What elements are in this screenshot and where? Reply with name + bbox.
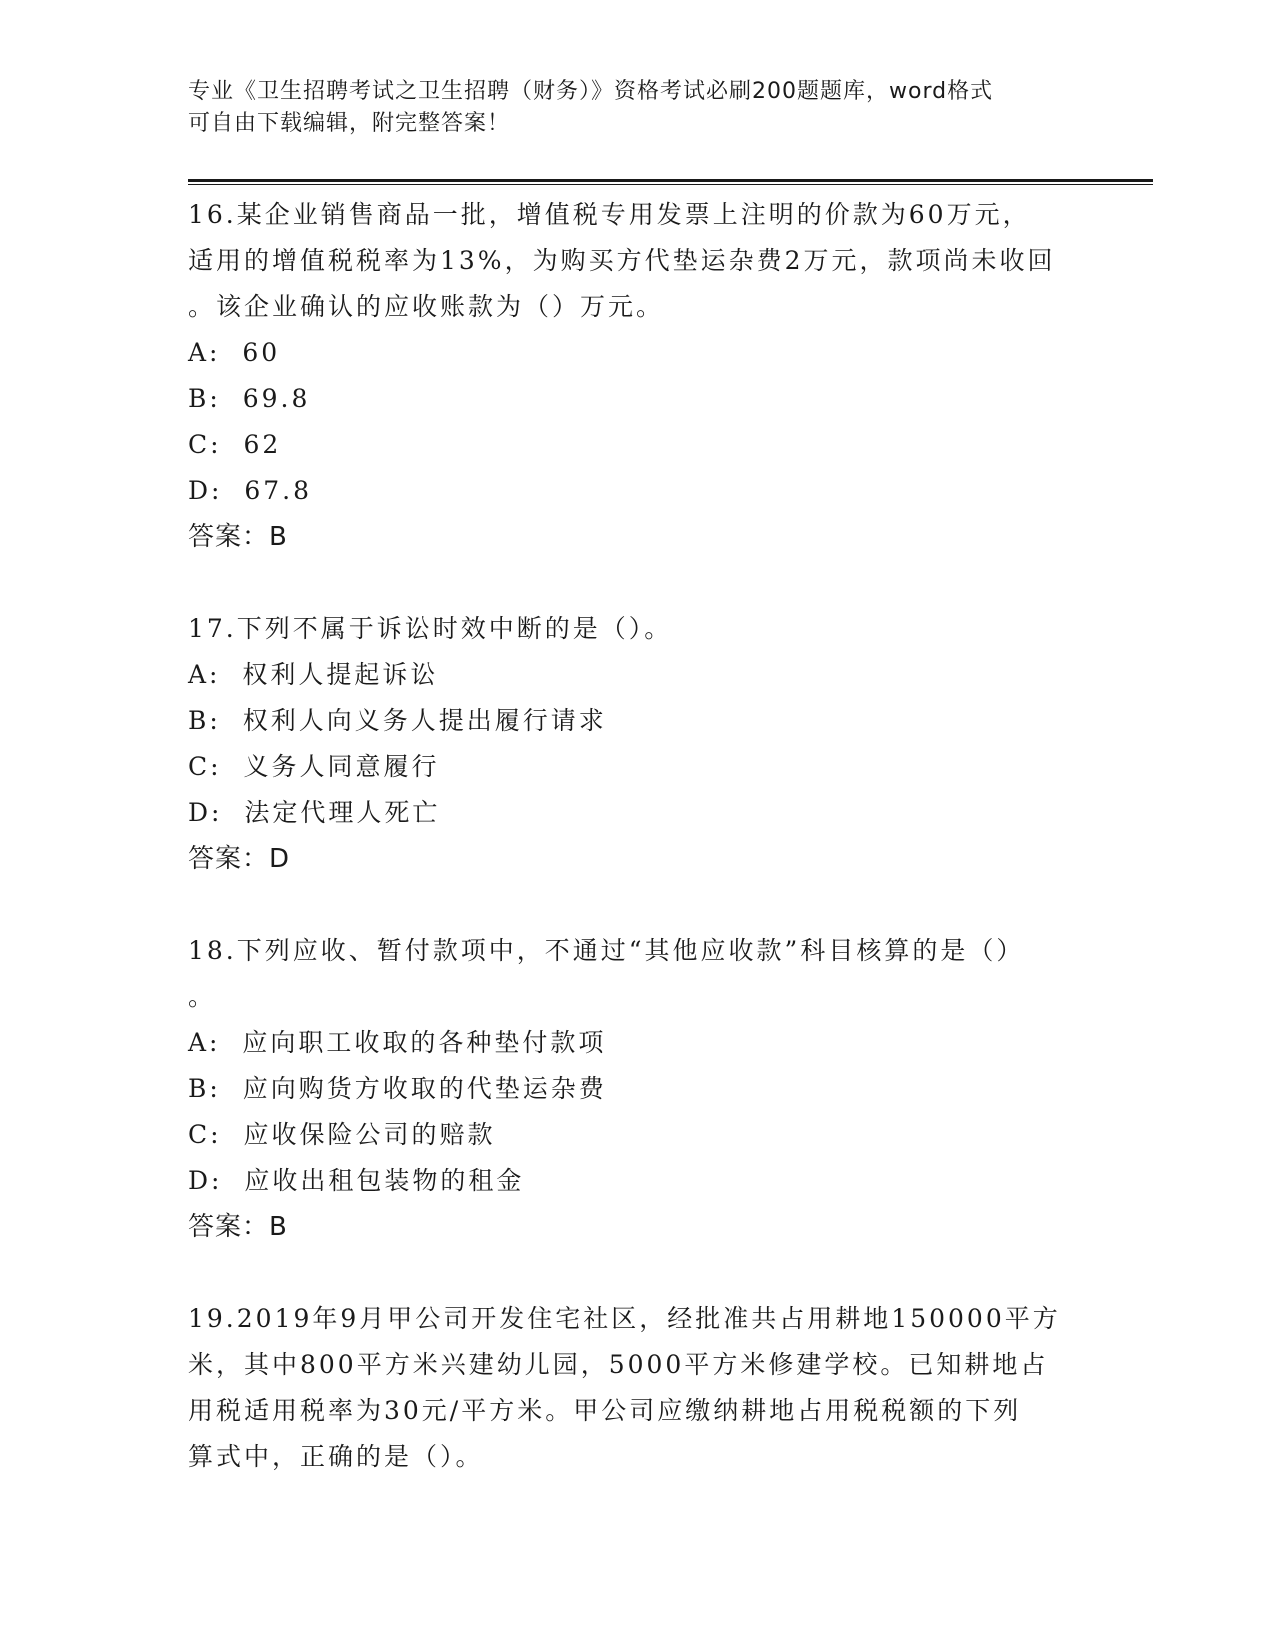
question-18 bbox=[188, 928, 1088, 1250]
question-stem: 用税适用税率为30元/平方米。甲公司应缴纳耕地占用税税额的下列 bbox=[188, 1396, 1022, 1425]
option-d: D: 67.8 bbox=[188, 476, 313, 505]
option-c: C: 义务人同意履行 bbox=[188, 752, 440, 781]
question-stem: 适用的增值税税率为13%，为购买方代垫运杂费2万元，款项尚未收回 bbox=[188, 246, 1056, 275]
question-stem: 16.某企业销售商品一批，增值税专用发票上注明的价款为60万元， bbox=[188, 200, 1031, 229]
question-16 bbox=[188, 192, 1088, 560]
question-stem: 米，其中800平方米兴建幼儿园，5000平方米修建学校。已知耕地占 bbox=[188, 1350, 1049, 1379]
question-stem: 17.下列不属于诉讼时效中断的是（）。 bbox=[188, 614, 673, 643]
option-a: A: 60 bbox=[188, 338, 281, 367]
option-c: C: 应收保险公司的赔款 bbox=[188, 1120, 496, 1149]
option-a: A: 应向职工收取的各种垫付款项 bbox=[188, 1028, 607, 1057]
question-17 bbox=[188, 606, 1088, 882]
question-stem: 18.下列应收、暂付款项中，不通过“其他应收款”科目核算的是（） bbox=[188, 936, 1025, 965]
answer-line: 答案：D bbox=[188, 844, 291, 874]
question-stem: 算式中，正确的是（）。 bbox=[188, 1442, 484, 1471]
question-19 bbox=[188, 1296, 1088, 1480]
header-divider-thin bbox=[188, 184, 1153, 185]
header-divider-thick bbox=[188, 179, 1153, 182]
option-a: A: 权利人提起诉讼 bbox=[188, 660, 439, 689]
document-header bbox=[188, 76, 1088, 140]
answer-line: 答案：B bbox=[188, 522, 288, 552]
spacer bbox=[188, 1250, 1088, 1296]
question-list bbox=[188, 192, 1088, 1480]
option-d: D: 法定代理人死亡 bbox=[188, 798, 441, 827]
question-stem: 19.2019年9月甲公司开发住宅社区，经批准共占用耕地150000平方 bbox=[188, 1304, 1061, 1333]
header-line-1: 专业《卫生招聘考试之卫生招聘（财务）》资格考试必刷200题题库，word格式 bbox=[188, 79, 994, 104]
option-b: B: 权利人向义务人提出履行请求 bbox=[188, 706, 607, 735]
question-stem: 。该企业确认的应收账款为（）万元。 bbox=[188, 292, 665, 321]
header-line-2: 可自由下载编辑，附完整答案！ bbox=[188, 111, 511, 136]
option-d: D: 应收出租包装物的租金 bbox=[188, 1166, 525, 1195]
question-stem: 。 bbox=[188, 982, 217, 1011]
option-b: B: 69.8 bbox=[188, 384, 311, 413]
spacer bbox=[188, 882, 1088, 928]
option-c: C: 62 bbox=[188, 430, 282, 459]
spacer bbox=[188, 560, 1088, 606]
answer-line: 答案：B bbox=[188, 1212, 288, 1242]
option-b: B: 应向购货方收取的代垫运杂费 bbox=[188, 1074, 607, 1103]
